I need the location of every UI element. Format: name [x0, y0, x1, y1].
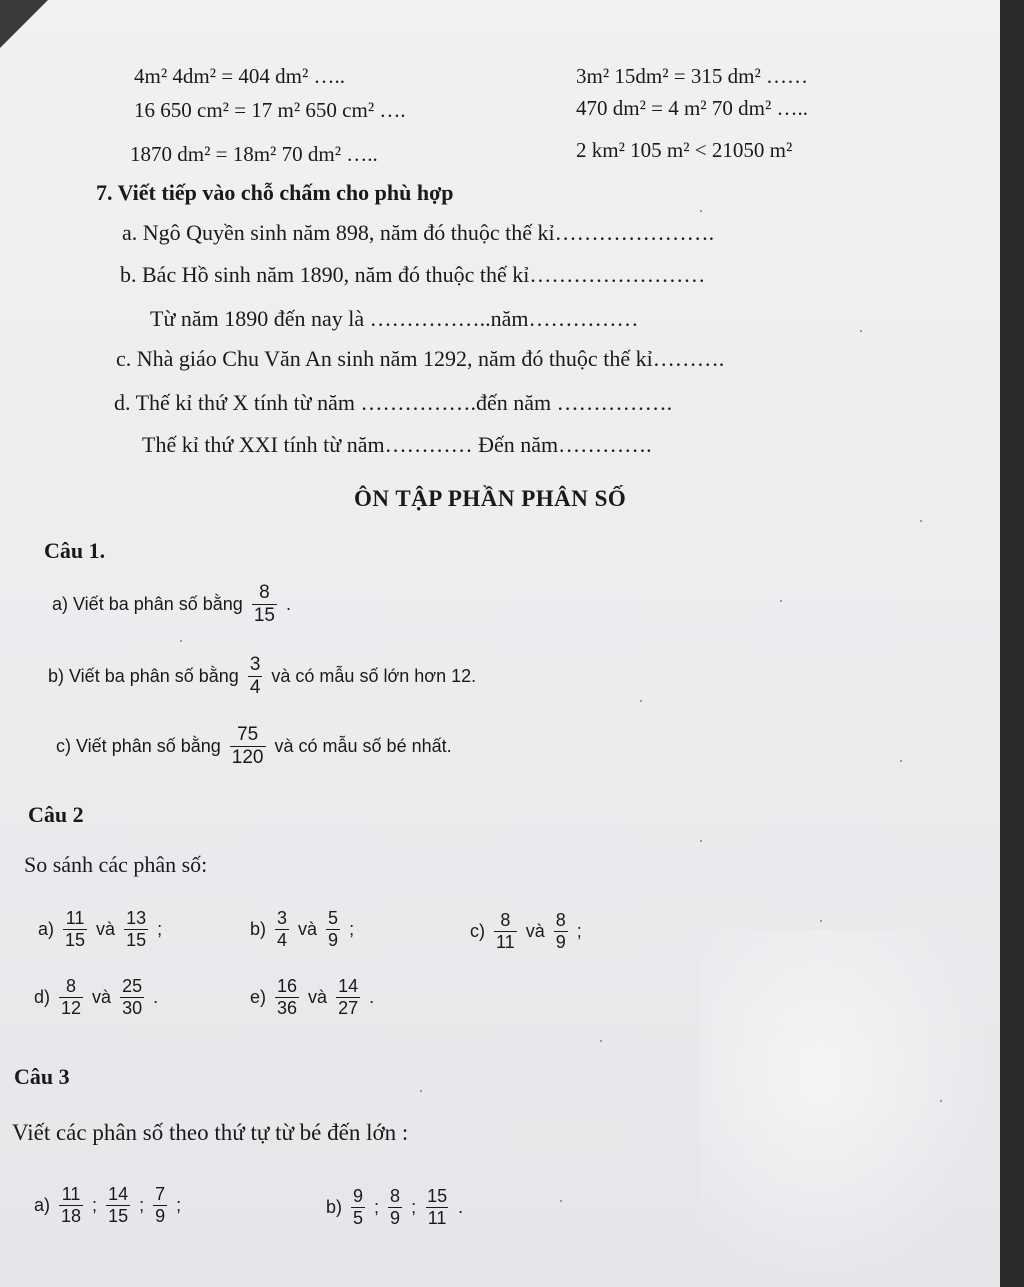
cau1-label: Câu 1.: [44, 538, 106, 563]
conversion-row1-right: 3m² 15dm² = 315 dm² ……: [576, 64, 808, 88]
fraction-numerator: 3: [249, 654, 261, 675]
separator: ;: [374, 1196, 380, 1217]
fraction: [59, 1184, 83, 1226]
fraction-denominator: 5: [353, 1207, 364, 1228]
speckle: [780, 600, 782, 602]
fraction-denominator: 120: [231, 746, 264, 768]
fraction-numerator: 14: [108, 1184, 129, 1204]
cau1-a-text: a) Viết ba phân số bằng: [52, 593, 243, 614]
speckle: [920, 520, 922, 522]
q7-item-c: c. Nhà giáo Chu Văn An sinh năm 1292, năm đó thuộc thế kỉ……….: [116, 346, 725, 371]
cau2-item-b: [250, 908, 354, 950]
fraction: [388, 1186, 402, 1228]
fraction-denominator: 11: [427, 1207, 447, 1228]
q7-item-d-continuation: Thế kỉ thứ XXI tính từ năm………… Đến năm………….: [142, 432, 652, 457]
speckle: [600, 1040, 602, 1042]
conversion-row2-left: 16 650 cm² = 17 m² 650 cm² ….: [134, 98, 406, 122]
conjunction: và: [92, 986, 112, 1007]
conversion-row3-left: 1870 dm² = 18m² 70 dm² …..: [130, 142, 378, 166]
item-end: ;: [576, 920, 582, 941]
fraction-denominator: 11: [496, 931, 515, 952]
fraction: [326, 908, 340, 950]
item-end: .: [153, 986, 159, 1007]
item-label: b): [326, 1196, 343, 1217]
speckle: [700, 840, 702, 842]
conversion-row2-right: 470 dm² = 4 m² 70 dm² …..: [576, 96, 808, 120]
fraction-denominator: 15: [126, 929, 147, 950]
fraction: [248, 654, 263, 699]
page-corner-shadow: [0, 0, 48, 48]
separator: ;: [92, 1194, 98, 1215]
section-title: ÔN TẬP PHẦN PHÂN SỐ: [354, 486, 627, 511]
fraction-denominator: 36: [277, 997, 298, 1018]
item-end: .: [458, 1196, 464, 1217]
cau1-b-text: b) Viết ba phân số bằng: [48, 665, 239, 686]
cau3-item-a: [34, 1184, 181, 1226]
fraction-numerator: 8: [259, 582, 270, 603]
q7-item-b-continuation: Từ năm 1890 đến nay là ……………..năm……………: [150, 306, 639, 331]
speckle: [940, 1100, 942, 1102]
fraction-numerator: 3: [277, 908, 288, 928]
fraction-numerator: 13: [126, 908, 147, 928]
fraction: [275, 908, 289, 950]
fraction: [275, 976, 299, 1018]
fraction: [336, 976, 360, 1018]
speckle: [900, 760, 902, 762]
item-label: a): [38, 918, 55, 939]
fraction: [63, 908, 87, 950]
fraction-numerator: 11: [61, 1184, 81, 1204]
fraction-numerator: 9: [353, 1186, 364, 1206]
speckle: [180, 640, 182, 642]
cau2-item-e: [250, 976, 374, 1018]
cau1-a-end: .: [285, 593, 291, 614]
separator: ;: [411, 1196, 417, 1217]
cau1-item-a: [52, 582, 291, 627]
fraction-denominator: 12: [61, 997, 82, 1018]
fraction: [252, 582, 277, 627]
light-glare: [700, 930, 1000, 1287]
fraction-numerator: 8: [66, 976, 77, 996]
cau3-label: Câu 3: [14, 1064, 70, 1089]
fraction-denominator: 27: [338, 997, 359, 1018]
fraction: [230, 724, 266, 769]
speckle: [860, 330, 862, 332]
fraction-denominator: 18: [61, 1205, 82, 1226]
fraction-numerator: 5: [328, 908, 339, 928]
cau1-c-text: c) Viết phân số bằng: [56, 735, 221, 756]
fraction-denominator: 30: [122, 997, 143, 1018]
fraction: [106, 1184, 130, 1226]
conjunction: và: [308, 986, 328, 1007]
fraction-denominator: 9: [555, 931, 566, 952]
conjunction: và: [525, 920, 545, 941]
cau1-item-b: [48, 654, 476, 699]
q7-item-d: d. Thế kỉ thứ X tính từ năm …………….đến năm …………….: [114, 390, 673, 415]
fraction: [120, 976, 144, 1018]
cau2-item-d: [34, 976, 158, 1018]
fraction-denominator: 4: [249, 676, 261, 698]
item-label: b): [250, 918, 267, 939]
fraction-denominator: 9: [155, 1205, 166, 1226]
item-label: a): [34, 1194, 51, 1215]
fraction-denominator: 15: [65, 929, 86, 950]
cau2-instruction: So sánh các phân số:: [24, 852, 208, 877]
fraction-numerator: 14: [338, 976, 359, 996]
conjunction: và: [298, 918, 318, 939]
speckle: [420, 1090, 422, 1092]
speckle: [560, 1200, 562, 1202]
item-end: .: [369, 986, 375, 1007]
cau1-item-c: [56, 724, 452, 769]
speckle: [640, 700, 642, 702]
fraction-denominator: 9: [328, 929, 339, 950]
separator: ;: [139, 1194, 145, 1215]
conversion-row3-right: 2 km² 105 m² < 21050 m²: [576, 138, 793, 162]
fraction-denominator: 4: [277, 929, 288, 950]
fraction-numerator: 25: [122, 976, 143, 996]
cau1-c-end: và có mẫu số bé nhất.: [274, 735, 452, 756]
item-end: ;: [349, 918, 355, 939]
item-label: d): [34, 986, 51, 1007]
item-label: c): [470, 920, 485, 941]
item-label: e): [250, 986, 267, 1007]
fraction: [153, 1184, 167, 1226]
cau2-item-c: [470, 910, 582, 952]
cau1-b-end: và có mẫu số lớn hơn 12.: [271, 665, 477, 686]
fraction-numerator: 8: [390, 1186, 401, 1206]
fraction-numerator: 15: [427, 1186, 448, 1206]
fraction: [425, 1186, 449, 1228]
q7-item-a: a. Ngô Quyền sinh năm 898, năm đó thuộc thế kỉ………………….: [122, 220, 715, 245]
item-end: ;: [157, 918, 163, 939]
speckle: [820, 920, 822, 922]
fraction-numerator: 75: [237, 724, 259, 745]
fraction: [494, 910, 517, 952]
fraction: [124, 908, 148, 950]
fraction-numerator: 11: [65, 908, 85, 928]
q7-item-b: b. Bác Hồ sinh năm 1890, năm đó thuộc thế kỉ……………………: [120, 262, 706, 287]
cau2-item-a: [38, 908, 162, 950]
fraction: [59, 976, 83, 1018]
cau3-item-b: [326, 1186, 463, 1228]
conversion-row1-left: 4m² 4dm² = 404 dm² …..: [134, 64, 345, 88]
fraction: [554, 910, 568, 952]
item-end: ;: [176, 1194, 182, 1215]
fraction: [351, 1186, 365, 1228]
conjunction: và: [96, 918, 116, 939]
fraction-denominator: 15: [108, 1205, 129, 1226]
cau2-label: Câu 2: [28, 802, 84, 827]
fraction-denominator: 15: [253, 604, 275, 626]
fraction-numerator: 16: [277, 976, 298, 996]
fraction-denominator: 9: [390, 1207, 401, 1228]
fraction-numerator: 8: [555, 910, 566, 930]
fraction-numerator: 7: [155, 1184, 166, 1204]
speckle: [700, 210, 702, 212]
cau3-instruction: Viết các phân số theo thứ tự từ bé đến lớn :: [12, 1120, 409, 1145]
fraction-numerator: 8: [500, 910, 511, 930]
q7-heading: 7. Viết tiếp vào chỗ chấm cho phù hợp: [96, 180, 454, 205]
